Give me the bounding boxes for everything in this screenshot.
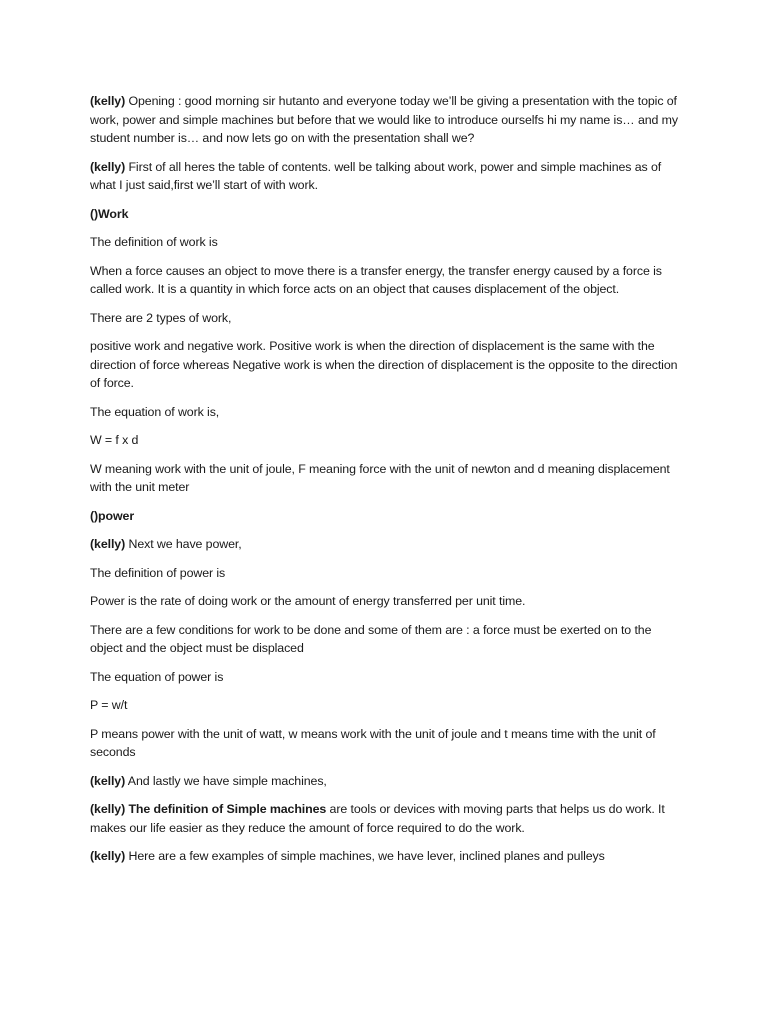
speaker-label: (kelly) <box>90 802 126 816</box>
power-definition: Power is the rate of doing work or the amount of energy transferred per unit time. <box>90 594 526 608</box>
speaker-label: (kelly) <box>90 159 126 174</box>
work-equation-description: W meaning work with the unit of joule, F meaning force with the unit of newton and d meaning displacement with the unit meter <box>90 461 670 494</box>
work-equation-intro: The equation of work is, <box>90 404 220 419</box>
power-conditions: There are a few conditions for work to be done and some of them are : a force must be exerted on to the object and the object must be displaced <box>90 622 652 655</box>
power-definition-intro: The definition of power is <box>90 565 226 580</box>
paragraph-text: And lastly we have simple machines, <box>125 773 327 788</box>
contents-paragraph <box>90 158 680 195</box>
speaker-label: (kelly) <box>90 773 126 788</box>
speaker-label: (kelly) <box>90 849 126 863</box>
power-intro-paragraph <box>90 535 680 554</box>
paragraph-text: are tools or devices with moving parts that helps us do work. It makes our life easier as they reduce the amount of force required to do the work. <box>90 802 665 835</box>
power-equation-description: P means power with the unit of watt, w means work with the unit of joule and t means time with the unit of seconds <box>90 726 656 759</box>
power-equation: P = w/t <box>90 698 128 712</box>
paragraph-text: First of all heres the table of contents. well be talking about work, power and simple machines as of what I just said,first we’ll start of with work. <box>90 159 662 192</box>
work-types-intro: There are 2 types of work, <box>90 310 232 325</box>
paragraph-text: Here are a few examples of simple machines, we have lever, inclined planes and pulleys <box>125 849 605 863</box>
work-definition: When a force causes an object to move there is a transfer energy, the transfer energy caused by a force is called work. It is a quantity in which force acts on an object that causes displacement of the object. <box>90 263 662 296</box>
power-equation-intro: The equation of power is <box>90 669 224 684</box>
document-body <box>90 92 680 876</box>
simple-machines-intro-paragraph <box>90 772 680 791</box>
speaker-label: (kelly) <box>90 94 126 108</box>
speaker-label: (kelly) <box>90 537 126 551</box>
work-types: positive work and negative work. Positive work is when the direction of displacement is the same with the direction of force whereas Negative work is when the direction of displacement is the opposite to the direction of force. <box>90 339 678 390</box>
paragraph-text: Next we have power, <box>125 537 242 551</box>
simple-machines-definition <box>90 800 680 837</box>
work-definition-intro: The definition of work is <box>90 235 218 249</box>
simple-machines-examples <box>90 847 680 866</box>
paragraph-text: Opening : good morning sir hutanto and everyone today we’ll be giving a presentation with the topic of work, power and simple machines but before that we would like to introduce ourselfs hi my name is… and my student number is… and now lets go on with the presentation shall we? <box>90 94 678 145</box>
work-equation: W = f x d <box>90 433 139 447</box>
opening-paragraph <box>90 92 680 148</box>
power-heading: ()power <box>90 508 135 523</box>
bold-term: The definition of Simple machines <box>125 802 327 816</box>
work-heading: ()Work <box>90 206 129 221</box>
